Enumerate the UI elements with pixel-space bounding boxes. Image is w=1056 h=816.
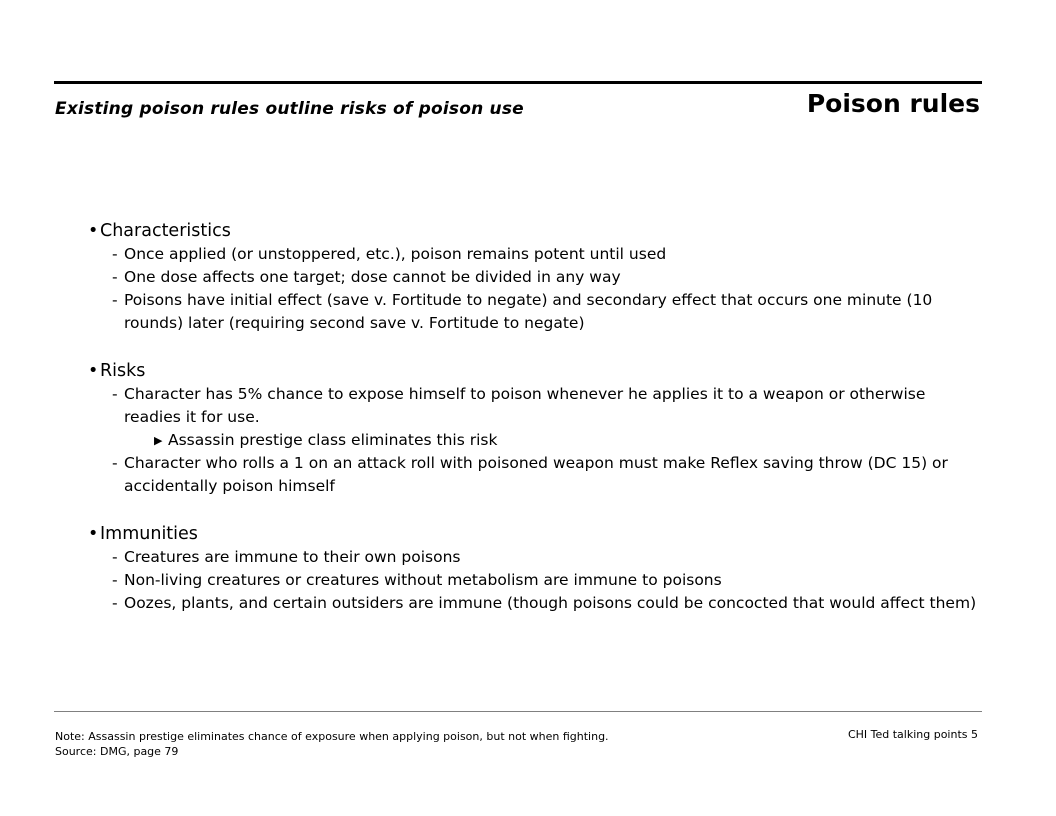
list-item: - Creatures are immune to their own poisons xyxy=(112,546,983,569)
list-item: - Non-living creatures or creatures without metabolism are immune to poisons xyxy=(112,569,983,592)
footnote xyxy=(55,729,685,759)
footnote-note: Note: Assassin prestige eliminates chance of exposure when applying poison, but not when fighting. xyxy=(55,730,609,743)
dash-icon: - xyxy=(112,594,118,612)
bullet-icon: • xyxy=(88,361,99,381)
dash-icon: - xyxy=(112,548,118,566)
section-heading: Risks xyxy=(100,361,146,381)
top-divider xyxy=(54,81,982,84)
page-footer xyxy=(848,728,978,741)
dash-icon: - xyxy=(112,268,118,286)
section-characteristics xyxy=(88,219,983,335)
section-heading: Immunities xyxy=(100,524,198,544)
dash-icon: - xyxy=(112,571,118,589)
section-heading: Characteristics xyxy=(100,221,231,241)
slide-title: Poison rules xyxy=(806,89,980,118)
page-number: 5 xyxy=(971,728,978,741)
slide-body xyxy=(88,219,983,639)
triangle-right-icon: ▶ xyxy=(154,434,163,447)
footer-label: CHI Ted talking points xyxy=(847,728,968,741)
list-item: - One dose affects one target; dose cannot be divided in any way xyxy=(112,266,983,289)
footnote-source: Source: DMG, page 79 xyxy=(55,745,179,758)
slide-subtitle: Existing poison rules outline risks of poison use xyxy=(55,99,524,119)
section-immunities xyxy=(88,522,983,615)
dash-icon: - xyxy=(112,245,118,263)
bottom-divider xyxy=(54,711,982,712)
list-item: - Character who rolls a 1 on an attack roll with poisoned weapon must make Reflex saving throw (DC 15) or accidentally poison himself xyxy=(112,452,983,498)
list-subitem: ▶ Assassin prestige class eliminates this risk xyxy=(154,429,983,452)
list-item: - Character has 5% chance to expose himself to poison whenever he applies it to a weapon or otherwise readies it for use. xyxy=(112,383,983,429)
dash-icon: - xyxy=(112,454,118,472)
section-risks xyxy=(88,359,983,498)
list-item: - Oozes, plants, and certain outsiders are immune (though poisons could be concocted that would affect them) xyxy=(112,592,983,615)
dash-icon: - xyxy=(112,291,118,309)
dash-icon: - xyxy=(112,385,118,403)
bullet-icon: • xyxy=(88,524,99,544)
bullet-icon: • xyxy=(88,221,99,241)
list-item: - Poisons have initial effect (save v. Fortitude to negate) and secondary effect that occurs one minute (10 rounds) later (requiring second save v. Fortitude to negate) xyxy=(112,289,983,335)
list-item: - Once applied (or unstoppered, etc.), poison remains potent until used xyxy=(112,243,983,266)
